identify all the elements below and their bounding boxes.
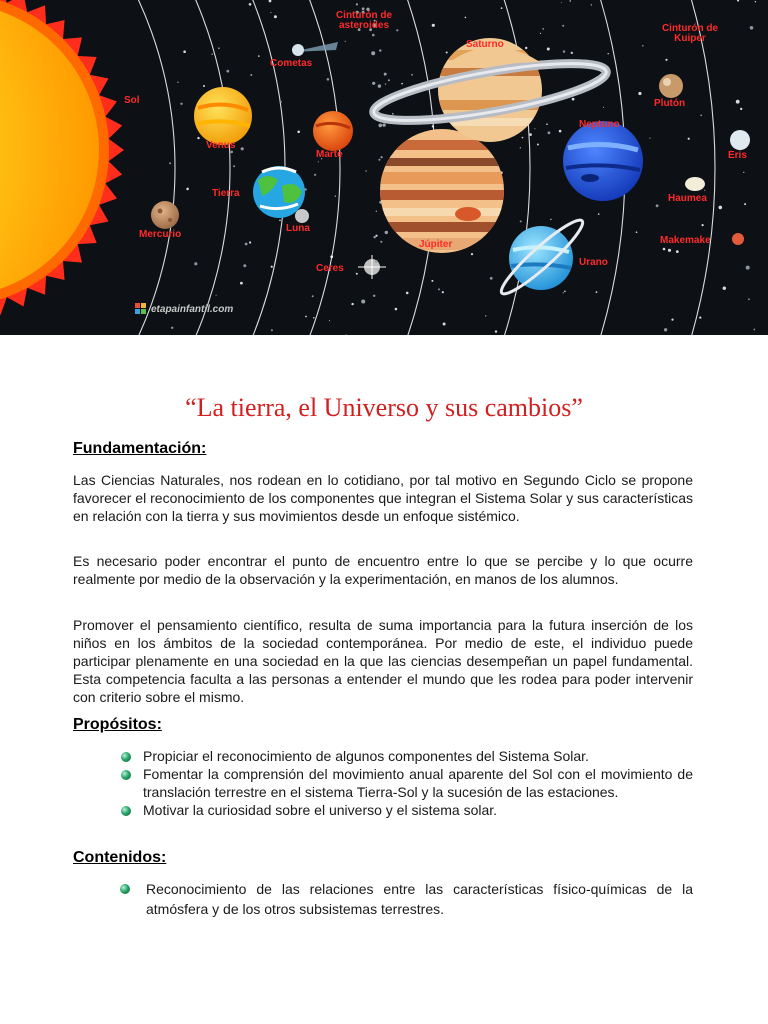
paragraph-2: Es necesario poder encontrar el punto de encuentro entre lo que se percibe y lo que ocurre realmente por medio de la observación y la experimentación, en manos de los alumnos. <box>73 553 693 587</box>
star <box>591 4 592 5</box>
asteroid <box>373 236 375 238</box>
star <box>671 319 673 321</box>
star <box>563 292 564 293</box>
star <box>638 92 641 95</box>
star <box>271 266 273 268</box>
star <box>700 115 702 117</box>
star <box>537 144 539 146</box>
heading-propositos: Propósitos: <box>73 716 162 733</box>
star <box>755 1 756 2</box>
asteroid <box>372 82 375 85</box>
star <box>346 334 347 335</box>
label-sol: Sol <box>124 95 140 106</box>
pluto <box>659 74 683 98</box>
paragraph-3: Promover el pensamiento científico, resulta de suma importancia para la futura inserción de los niños en los ámbitos de la sociedad contemporánea. Por medio de este, el individuo puede participar plenamente en una sociedad en la que las ciencias desempeñan un papel fundamental. Esta competencia faculta a las personas a entender el mundo que les rodea para poder intervenir con criterio sobre el mismo. <box>73 617 693 705</box>
asteroid <box>378 124 382 128</box>
star <box>676 250 679 253</box>
star <box>212 54 213 55</box>
star <box>313 317 315 319</box>
star <box>327 78 330 81</box>
star <box>203 85 205 87</box>
star <box>271 329 273 331</box>
star <box>372 34 375 37</box>
star <box>663 248 666 251</box>
label-cinturon-asteroides-1: Cinturón de <box>335 10 393 21</box>
star <box>438 288 440 290</box>
star <box>240 282 243 285</box>
paragraph-1: Las Ciencias Naturales, nos rodean en lo cotidiano, por tal motivo en Segundo Ciclo se propone favorecer el reconocimiento de los componentes que integran el Sistema Solar y sus características en relación con la tierra y sus movimientos desde un enfoque sistémico. <box>73 472 693 524</box>
star <box>465 17 467 19</box>
star <box>520 147 521 148</box>
star <box>312 295 314 297</box>
star <box>608 53 609 54</box>
star <box>250 74 252 76</box>
venus-planet <box>194 87 252 145</box>
asteroid <box>356 3 358 5</box>
star <box>233 165 235 167</box>
star <box>546 123 548 125</box>
star <box>495 330 497 332</box>
label-haumea: Haumea <box>668 193 707 204</box>
label-saturno: Saturno <box>466 39 504 50</box>
watermark-text: etapainfantil.com <box>151 304 234 315</box>
star <box>550 219 551 220</box>
star <box>750 26 754 30</box>
star <box>258 55 260 57</box>
star <box>169 162 171 164</box>
star <box>520 220 522 222</box>
star <box>279 220 281 222</box>
star <box>376 211 377 212</box>
star <box>249 241 251 243</box>
star <box>471 253 473 255</box>
star <box>335 196 336 197</box>
list-item: Fomentar la comprensión del movimiento anual aparente del Sol con el movimiento de translación terrestre en el sistema Tierra-Sol y la sucesión de las estaciones. <box>143 765 693 801</box>
label-cinturon-kuiper-2: Kuiper <box>674 33 706 44</box>
star <box>432 24 435 27</box>
eris <box>730 130 750 150</box>
star <box>636 231 638 233</box>
neptune-planet <box>563 121 643 201</box>
star <box>534 128 535 129</box>
list-item: Propiciar el reconocimiento de algunos componentes del Sistema Solar. <box>143 747 693 765</box>
star <box>366 170 367 171</box>
star <box>572 98 575 101</box>
star <box>401 83 403 85</box>
star <box>688 138 690 140</box>
star <box>216 295 217 296</box>
label-cometas: Cometas <box>270 58 313 69</box>
asteroid <box>381 156 383 158</box>
star <box>485 315 486 316</box>
star <box>522 137 524 139</box>
list-item: Motivar la curiosidad sobre el universo y el sistema solar. <box>143 801 693 819</box>
star <box>540 33 541 34</box>
asteroid <box>361 300 365 304</box>
bullet-icon <box>121 770 131 780</box>
star <box>649 138 650 139</box>
star <box>740 108 742 110</box>
star <box>561 2 562 3</box>
star <box>305 316 307 318</box>
label-marte: Marte <box>316 149 343 160</box>
bullet-icon <box>121 752 131 762</box>
star <box>281 101 282 102</box>
star <box>563 50 565 52</box>
heading-contenidos: Contenidos: <box>73 849 167 866</box>
star <box>547 48 550 51</box>
star <box>431 280 433 282</box>
star <box>746 266 750 270</box>
star <box>559 130 562 133</box>
star <box>329 320 330 321</box>
asteroid <box>382 123 385 126</box>
star <box>753 329 755 331</box>
star <box>314 174 316 176</box>
star <box>501 7 503 9</box>
label-mercurio: Mercurio <box>139 229 182 240</box>
list-item: Reconocimiento de las relaciones entre las características físico-químicas de la atmósfera y de los otros subsistemas terrestres. <box>146 879 693 919</box>
star <box>562 25 564 27</box>
star <box>744 203 746 205</box>
star <box>598 213 600 215</box>
star <box>197 137 199 139</box>
star <box>249 3 252 6</box>
star <box>596 291 598 293</box>
star <box>490 277 493 280</box>
star <box>245 243 248 246</box>
label-tierra: Tierra <box>212 188 240 199</box>
star <box>699 317 701 319</box>
mars-planet <box>313 111 353 151</box>
label-eris: Eris <box>728 150 747 161</box>
star <box>564 291 566 293</box>
star <box>548 131 551 134</box>
asteroid <box>371 51 375 55</box>
document-title: “La tierra, el Universo y sus cambios” <box>185 393 583 422</box>
haumea <box>685 177 705 191</box>
label-neptuno: Neptuno <box>579 119 620 130</box>
star <box>186 188 189 191</box>
star <box>702 224 704 226</box>
star <box>183 50 186 53</box>
asteroid <box>385 231 388 234</box>
star <box>241 147 244 150</box>
asteroid <box>392 113 394 115</box>
star <box>270 12 271 13</box>
star <box>318 161 319 162</box>
asteroid <box>380 241 382 243</box>
asteroid <box>375 260 378 263</box>
star <box>396 29 398 31</box>
star <box>529 133 532 136</box>
makemake <box>732 233 744 245</box>
propositos-list <box>0 747 693 819</box>
star <box>406 292 409 295</box>
label-cinturon-asteroides-2: asteroides <box>338 20 390 31</box>
star <box>603 107 604 108</box>
star <box>411 74 413 76</box>
bullet-icon <box>120 884 130 894</box>
space-background <box>0 0 768 335</box>
solar-system-banner <box>0 0 768 335</box>
star <box>665 59 667 61</box>
star <box>351 303 353 305</box>
label-luna: Luna <box>286 223 310 234</box>
star <box>226 70 229 73</box>
star <box>345 41 346 42</box>
star <box>571 52 573 54</box>
label-venus: Venus <box>206 140 236 151</box>
star <box>395 308 398 311</box>
star <box>180 103 182 105</box>
star <box>656 204 659 207</box>
earth-planet <box>253 166 305 218</box>
star <box>243 264 246 267</box>
star <box>274 15 277 18</box>
label-makemake: Makemake <box>660 235 711 246</box>
star <box>542 28 544 30</box>
star <box>748 298 750 300</box>
star <box>570 0 571 1</box>
star <box>443 323 446 326</box>
label-urano: Urano <box>579 257 608 268</box>
label-jupiter: Júpiter <box>419 239 453 250</box>
star <box>736 100 740 104</box>
star <box>446 52 448 54</box>
contenidos-list <box>0 879 693 919</box>
star <box>356 273 358 275</box>
asteroid <box>379 49 381 51</box>
mercury-planet <box>151 201 179 229</box>
star <box>375 235 377 237</box>
asteroid <box>384 73 387 76</box>
bullet-icon <box>121 806 131 816</box>
label-ceres: Ceres <box>316 263 344 274</box>
star <box>385 83 387 85</box>
label-pluton: Plutón <box>654 98 686 109</box>
label-cinturon-kuiper-1: Cinturón de <box>661 23 719 34</box>
star <box>297 131 300 134</box>
star <box>664 328 667 331</box>
asteroid <box>378 84 381 87</box>
star <box>194 262 197 265</box>
asteroid <box>388 79 390 81</box>
star <box>218 48 219 49</box>
star <box>525 47 527 49</box>
moon <box>295 209 309 223</box>
star <box>704 190 705 191</box>
star <box>723 287 726 290</box>
star <box>719 206 723 210</box>
star <box>171 327 173 329</box>
star <box>177 82 178 83</box>
star <box>442 291 444 293</box>
star <box>743 172 744 173</box>
asteroid <box>373 295 375 297</box>
star <box>668 249 671 252</box>
heading-fundamentacion: Fundamentación: <box>73 440 207 457</box>
asteroid <box>378 159 380 161</box>
star <box>642 45 644 47</box>
